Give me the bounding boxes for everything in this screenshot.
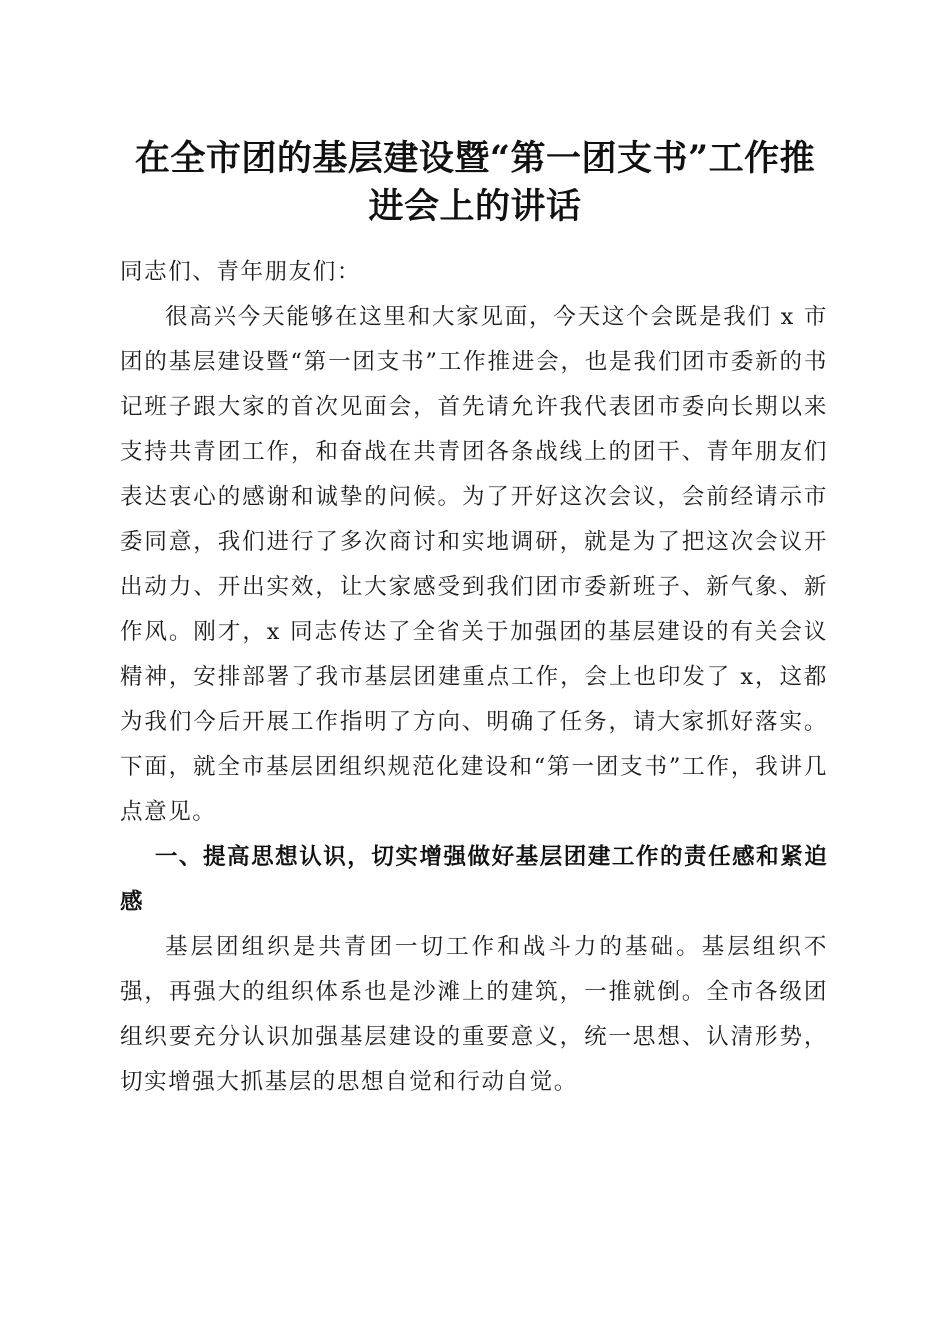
document-title [110, 135, 840, 231]
title-line-2: 进会上的讲话 [368, 186, 582, 227]
opening-paragraph: 很高兴今天能够在这里和大家见面，今天这个会既是我们 x 市团的基层建设暨“第一团支书”工作推进会，也是我们团市委新的书记班子跟大家的首次见面会，首先请允许我代表团市委向长期以来支持共青团工作，和奋战在共青团各条战线上的团干、青年朋友们表达衷心的感谢和诚挚的问候。为了开好这次会议，会前经请示市委同意，我们进行了多次商讨和实地调研，就是为了把这次会议开出动力、开出实效，让大家感受到我们团市委新班子、新气象、新作风。刚才，x 同志传达了全省关于加强团的基层建设的有关会议精神，安排部署了我市基层团建重点工作，会上也印发了 x，这都为我们今后开展工作指明了方向、明确了任务，请大家抓好落实。下面，就全市基层团组织规范化建设和“第一团支书”工作，我讲几点意见。 [120, 304, 828, 825]
salutation: 同志们、青年朋友们： [120, 259, 362, 285]
title-line-1: 在全市团的基层建设暨“第一团支书”工作推 [134, 138, 816, 179]
section-1-paragraph: 基层团组织是共青团一切工作和战斗力的基础。基层组织不强，再强大的组织体系也是沙滩上的建筑，一推就倒。全市各级团组织要充分认识加强基层建设的重要意义，统一思想、认清形势，切实增强大抓基层的思想自觉和行动自觉。 [120, 934, 828, 1095]
document-body [120, 250, 828, 1105]
section-heading-1: 一、提高思想认识，切实增强做好基层团建工作的责任感和紧迫感 [120, 844, 828, 915]
